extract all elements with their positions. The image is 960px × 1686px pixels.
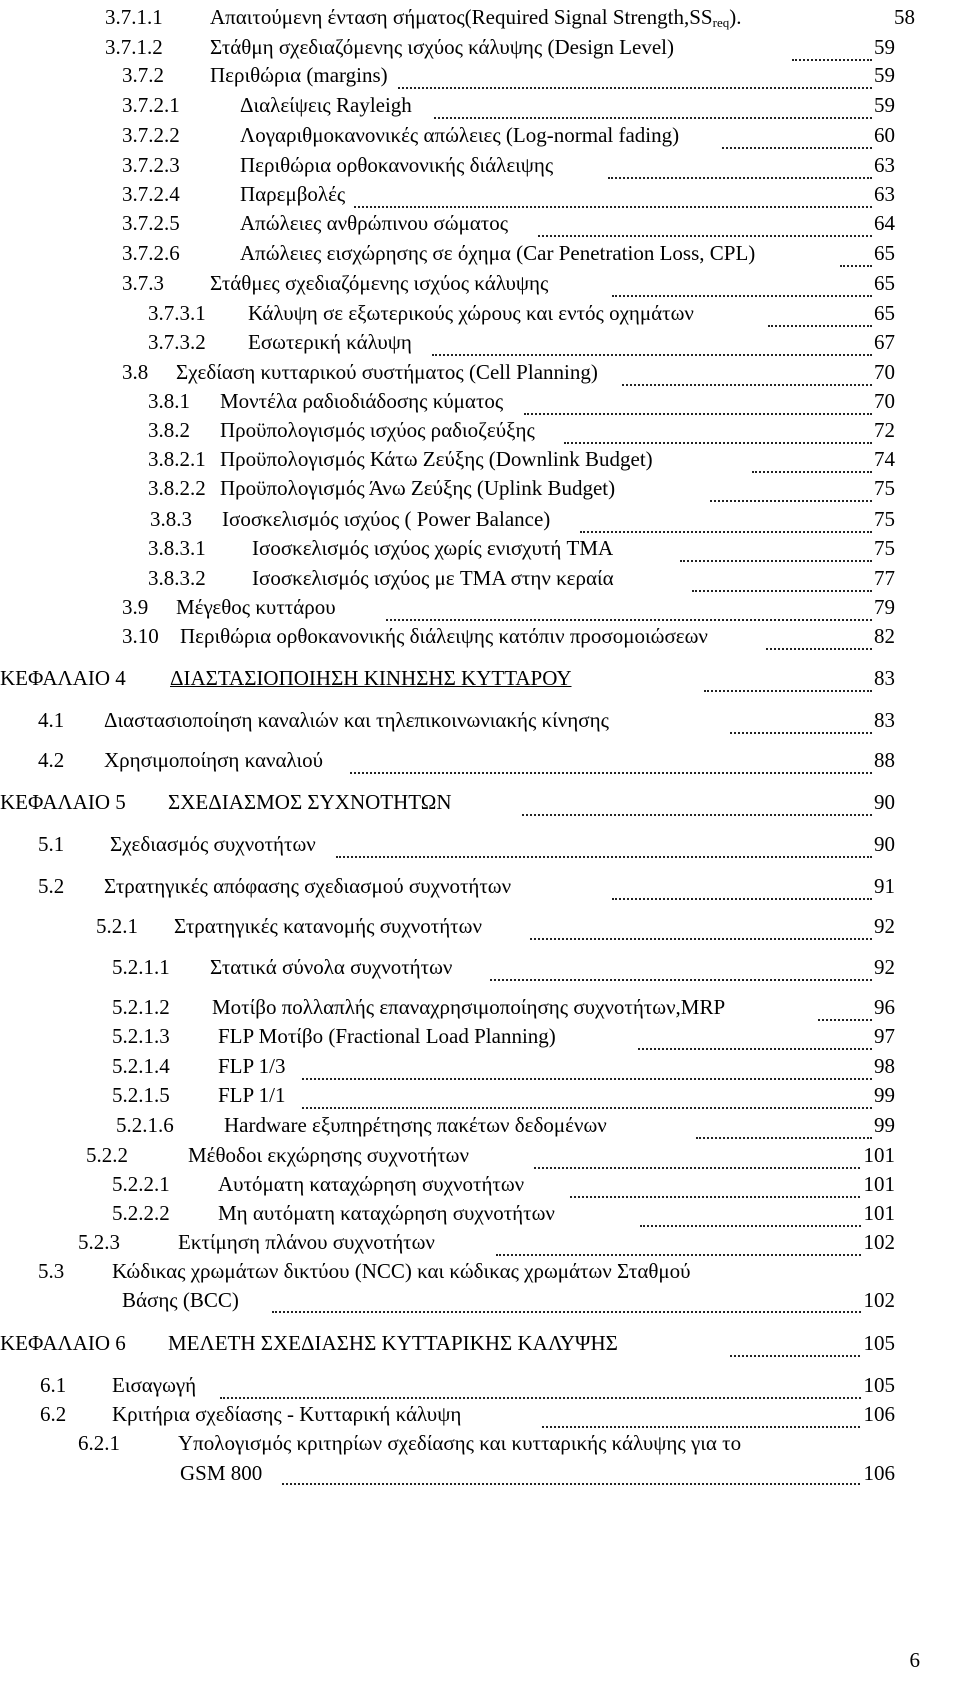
toc-entry-page: 74 [872, 444, 895, 474]
toc-entry-title: Λογαριθμοκανονικές απώλειες (Log-normal fading) [240, 123, 680, 147]
toc-entry-title: Περιθώρια (margins) [210, 63, 388, 87]
toc-entry-number: 3.10 [122, 624, 159, 648]
toc-entry-number: 5.2.3 [78, 1230, 120, 1254]
toc-entry-title: Προϋπολογισμός Άνω Ζεύξης (Uplink Budget) [220, 476, 616, 500]
toc-entry-title: Ισοσκελισμός ισχύος ( Power Balance) [222, 507, 551, 531]
toc-entry-page: 101 [862, 1198, 896, 1228]
toc-entry-number: 3.7.2.2 [122, 123, 180, 147]
leader-dots [730, 1355, 864, 1357]
toc-entry-title: Στατικά σύνολα συχνοτήτων [210, 955, 453, 979]
toc-entry-title: Εσωτερική κάλυψη [248, 330, 412, 354]
toc-entry-number: 5.2.1 [96, 914, 138, 938]
toc-entry-number: 3.8.1 [148, 389, 190, 413]
toc-entry-title: Χρησιμοποίηση καναλιού [104, 748, 324, 772]
toc-entry-page: 58 [892, 2, 915, 32]
toc-entry-number: 5.1 [38, 832, 65, 856]
leader-dots [302, 1107, 872, 1109]
toc-entry-number: 3.7.2.6 [122, 241, 180, 265]
toc-entry-number: 5.2.1.5 [112, 1083, 170, 1107]
leader-dots [612, 898, 872, 900]
toc-entry-page: 59 [872, 60, 895, 90]
toc-entry-page: 99 [872, 1080, 895, 1110]
toc-entry-title: FLP 1/1 [218, 1083, 286, 1107]
toc-entry-number: 6.2 [40, 1402, 67, 1426]
leader-dots [398, 87, 872, 89]
toc-entry-title: Εισαγωγή [112, 1373, 197, 1397]
toc-chapter-entry[interactable] [0, 787, 960, 823]
toc-entry[interactable] [0, 1428, 960, 1496]
toc-entry-page: 65 [872, 268, 895, 298]
toc-entry-number: 3.7.2.4 [122, 182, 180, 206]
toc-entry-number: 5.2.1.1 [112, 955, 170, 979]
toc-entry-page: 63 [872, 150, 895, 180]
toc-entry-page: 65 [872, 298, 895, 328]
leader-dots [530, 938, 872, 940]
toc-entry-title: Περιθώρια ορθοκανονικής διάλειψης κατόπιν προσομοιώσεων [180, 624, 708, 648]
leader-dots [350, 772, 872, 774]
leader-dots [680, 560, 872, 562]
toc-entry-page: 79 [872, 592, 895, 622]
subscript: req [712, 15, 730, 30]
toc-entry-page: 75 [872, 473, 895, 503]
toc-entry-number: 3.9 [122, 595, 149, 619]
toc-entry-title: Ισοσκελισμός ισχύος χωρίς ενισχυτή TMA [252, 536, 614, 560]
toc-entry-number: 3.7.3.1 [148, 301, 206, 325]
leader-dots [766, 648, 872, 650]
toc-entry-page: 92 [872, 952, 895, 982]
toc-entry-page: 70 [872, 357, 895, 387]
toc-entry-title: FLP Μοτίβο (Fractional Load Planning) [218, 1024, 556, 1048]
toc-entry-number: 3.8.3.2 [148, 566, 206, 590]
toc-entry-page: 101 [862, 1140, 896, 1170]
toc-entry-page: 67 [872, 327, 895, 357]
toc-entry-title: Hardware εξυπηρέτησης πακέτων δεδομένων [224, 1113, 607, 1137]
leader-dots [612, 295, 872, 297]
toc-entry-title: ΔΙΑΣΤΑΣΙΟΠΟΙΗΣΗ ΚΙΝΗΣΗΣ ΚΥΤΤΑΡΟΥ [170, 666, 572, 690]
leader-dots [538, 235, 872, 237]
toc-entry-title: Απαιτούμενη ένταση σήματος(Required Signal $Strength,SS_{req}$). [210, 5, 742, 30]
toc-entry-number: 5.2.1.2 [112, 995, 170, 1019]
toc-chapter-entry[interactable] [0, 663, 960, 699]
toc-entry-page: 64 [872, 208, 895, 238]
toc-entry-title-continued: GSM 800 [180, 1461, 263, 1485]
toc-entry-page: 98 [872, 1051, 895, 1081]
toc-entry-page: 60 [872, 120, 895, 150]
toc-entry-title: Διαστασιοποίηση καναλιών και τηλεπικοινωνιακής κίνησης [104, 708, 609, 732]
toc-entry-title: Στρατηγικές κατανομής συχνοτήτων [174, 914, 482, 938]
toc-entry-title: Προϋπολογισμός Κάτω Ζεύξης (Downlink Budget) [220, 447, 653, 471]
toc-entry-title: Προϋπολογισμός ισχύος ραδιοζεύξης [220, 418, 535, 442]
toc-entry-number: 5.3 [38, 1259, 65, 1283]
toc-entry[interactable] [0, 871, 960, 907]
toc-entry[interactable] [0, 745, 960, 781]
toc-entry-page: 90 [872, 829, 895, 859]
toc-entry-number: 5.2.1.6 [116, 1113, 174, 1137]
toc-entry-number: 3.7.1.2 [105, 35, 163, 59]
toc-entry-page: 75 [872, 504, 895, 534]
toc-entry-page: 88 [872, 745, 895, 775]
toc-entry-number: 5.2 [38, 874, 65, 898]
toc-entry-title: FLP 1/3 [218, 1054, 286, 1078]
toc-entry-title: Σχεδίαση κυτταρικού συστήματος (Cell Planning) [176, 360, 598, 384]
toc-entry-title: Απώλειες εισχώρησης σε όχημα (Car Penetration Loss, CPL) [240, 241, 756, 265]
toc-entry-page: 82 [872, 621, 895, 651]
toc-entry-number: ΚΕΦΑΛΑΙΟ 5 [0, 790, 126, 814]
toc-entry-page: 59 [872, 90, 895, 120]
leader-dots [696, 1137, 872, 1139]
toc-entry-number: 5.2.2 [86, 1143, 128, 1167]
toc-entry[interactable] [0, 1256, 960, 1324]
toc-entry-title: Υπολογισμός κριτηρίων σχεδίασης και κυτταρικής κάλυψης για το [178, 1431, 742, 1455]
toc-entry[interactable] [0, 829, 960, 865]
toc-entry-number: 6.1 [40, 1373, 67, 1397]
leader-dots [730, 732, 872, 734]
toc-entry-number: 5.2.1.3 [112, 1024, 170, 1048]
leader-dots [638, 1048, 872, 1050]
toc-entry-page: 99 [872, 1110, 895, 1140]
toc-entry-title: Κώδικας χρωμάτων δικτύου (NCC) και κώδικας χρωμάτων Σταθμού [112, 1259, 691, 1283]
toc-entry-number: 5.2.2.2 [112, 1201, 170, 1225]
toc-entry-page: 105 [862, 1328, 896, 1358]
toc-entry-page: 105 [862, 1370, 896, 1400]
toc-entry-number: 4.1 [38, 708, 65, 732]
toc-entry-page: 75 [872, 533, 895, 563]
toc-entry-page: 106 [862, 1458, 896, 1488]
toc-entry-number: 3.7.2.3 [122, 153, 180, 177]
toc-entry-title: Μέθοδοι εκχώρησης συχνοτήτων [188, 1143, 469, 1167]
toc-entry-number: 3.7.3.2 [148, 330, 206, 354]
leader-dots [704, 690, 872, 692]
toc-entry-title: Κάλυψη σε εξωτερικούς χώρους και εντός οχημάτων [248, 301, 694, 325]
toc-entry-title: ΜΕΛΕΤΗ ΣΧΕΔΙΑΣΗΣ ΚΥΤΤΑΡΙΚΗΣ ΚΑΛΥΨΗΣ [168, 1331, 618, 1355]
toc-entry-page: 83 [872, 705, 895, 735]
leader-dots [336, 856, 872, 858]
toc-entry[interactable] [0, 911, 960, 947]
toc-entry-number: 3.7.1.1 [105, 5, 163, 29]
leader-dots [490, 979, 872, 981]
toc-entry-page: 83 [872, 663, 895, 693]
toc-entry-page: 70 [872, 386, 895, 416]
toc-entry-number: 3.8.2.2 [148, 476, 206, 500]
toc-entry-title: Παρεμβολές [240, 182, 346, 206]
toc-entry-title: Μοτίβο πολλαπλής επαναχρησιμοποίησης συχνοτήτων,MRP [212, 995, 726, 1019]
toc-entry-number: 3.8.3.1 [148, 536, 206, 560]
toc-entry-title: Εκτίμηση πλάνου συχνοτήτων [178, 1230, 435, 1254]
toc-entry-page: 65 [872, 238, 895, 268]
leader-dots [434, 117, 872, 119]
toc-entry-page: 92 [872, 911, 895, 941]
toc-entry-number: 3.7.2.1 [122, 93, 180, 117]
toc-entry-number: ΚΕΦΑΛΑΙΟ 6 [0, 1331, 126, 1355]
toc-entry-number: 3.7.2.5 [122, 211, 180, 235]
toc-entry-page: 101 [862, 1169, 896, 1199]
toc-entry-title: Ισοσκελισμός ισχύος με TMA στην κεραία [252, 566, 614, 590]
toc-entry-title: ΣΧΕΔΙΑΣΜΟΣ ΣΥΧΝΟΤΗΤΩΝ [168, 790, 452, 814]
toc-entry-number: 5.2.1.4 [112, 1054, 170, 1078]
toc-entry-number: 3.7.3 [122, 271, 164, 295]
toc-entry-number: 3.8.3 [150, 507, 192, 531]
toc-entry-title: Διαλείψεις Rayleigh [240, 93, 412, 117]
toc-entry-number: 3.8.2.1 [148, 447, 206, 471]
toc-entry-page: 59 [872, 32, 895, 62]
leader-dots [710, 500, 872, 502]
toc-entry-number: 6.2.1 [78, 1431, 120, 1455]
toc-entry[interactable] [0, 952, 960, 988]
toc-entry-page: 102 [862, 1285, 896, 1315]
toc-entry-number: 3.8 [122, 360, 149, 384]
toc-entry-title: Στάθμες σχεδιαζόμενης ισχύος κάλυψης [210, 271, 549, 295]
toc-entry-title: Σχεδιασμός συχνοτήτων [110, 832, 316, 856]
leader-dots [522, 814, 872, 816]
toc-entry-page: 97 [872, 1021, 895, 1051]
toc-entry-number: ΚΕΦΑΛΑΙΟ 4 [0, 666, 126, 690]
leader-dots [432, 354, 872, 356]
toc-entry-title: Στρατηγικές απόφασης σχεδιασμού συχνοτήτων [104, 874, 512, 898]
leader-dots [282, 1483, 864, 1485]
toc-entry-number: 5.2.2.1 [112, 1172, 170, 1196]
toc-entry-title: Απώλειες ανθρώπινου σώματος [240, 211, 509, 235]
leader-dots [272, 1311, 864, 1313]
toc-entry-title: Μη αυτόματη καταχώρηση συχνοτήτων [218, 1201, 555, 1225]
toc-entry[interactable] [0, 621, 960, 657]
toc-entry[interactable] [0, 705, 960, 741]
leader-dots [840, 265, 872, 267]
toc-entry-title: Αυτόματη καταχώρηση συχνοτήτων [218, 1172, 525, 1196]
leader-dots [722, 147, 872, 149]
toc-entry-title: Μοντέλα ραδιοδιάδοσης κύματος [220, 389, 504, 413]
toc-entry-page: 77 [872, 563, 895, 593]
toc-entry-number: 3.7.2 [122, 63, 164, 87]
toc-entry-page: 96 [872, 992, 895, 1022]
toc-entry-number: 3.8.2 [148, 418, 190, 442]
toc-entry-title: Περιθώρια ορθοκανονικής διάλειψης [240, 153, 554, 177]
toc-entry-title: Στάθμη σχεδιαζόμενης ισχύος κάλυψης (Design Level) [210, 35, 674, 59]
page-number: 6 [909, 1648, 920, 1672]
toc-entry-title: Κριτήρια σχεδίασης - Κυτταρική κάλυψη [112, 1402, 462, 1426]
toc-entry-page: 90 [872, 787, 895, 817]
toc-entry-page: 102 [862, 1227, 896, 1257]
toc-entry-title-continued: Βάσης (BCC) [122, 1288, 239, 1312]
toc-entry-title: Μέγεθος κυττάρου [176, 595, 336, 619]
toc-entry-number: 4.2 [38, 748, 65, 772]
toc-entry-page: 63 [872, 179, 895, 209]
toc-entry-page: 72 [872, 415, 895, 445]
toc-chapter-entry[interactable] [0, 1328, 960, 1364]
toc-entry-page: 91 [872, 871, 895, 901]
toc-entry-page: 106 [862, 1399, 896, 1429]
